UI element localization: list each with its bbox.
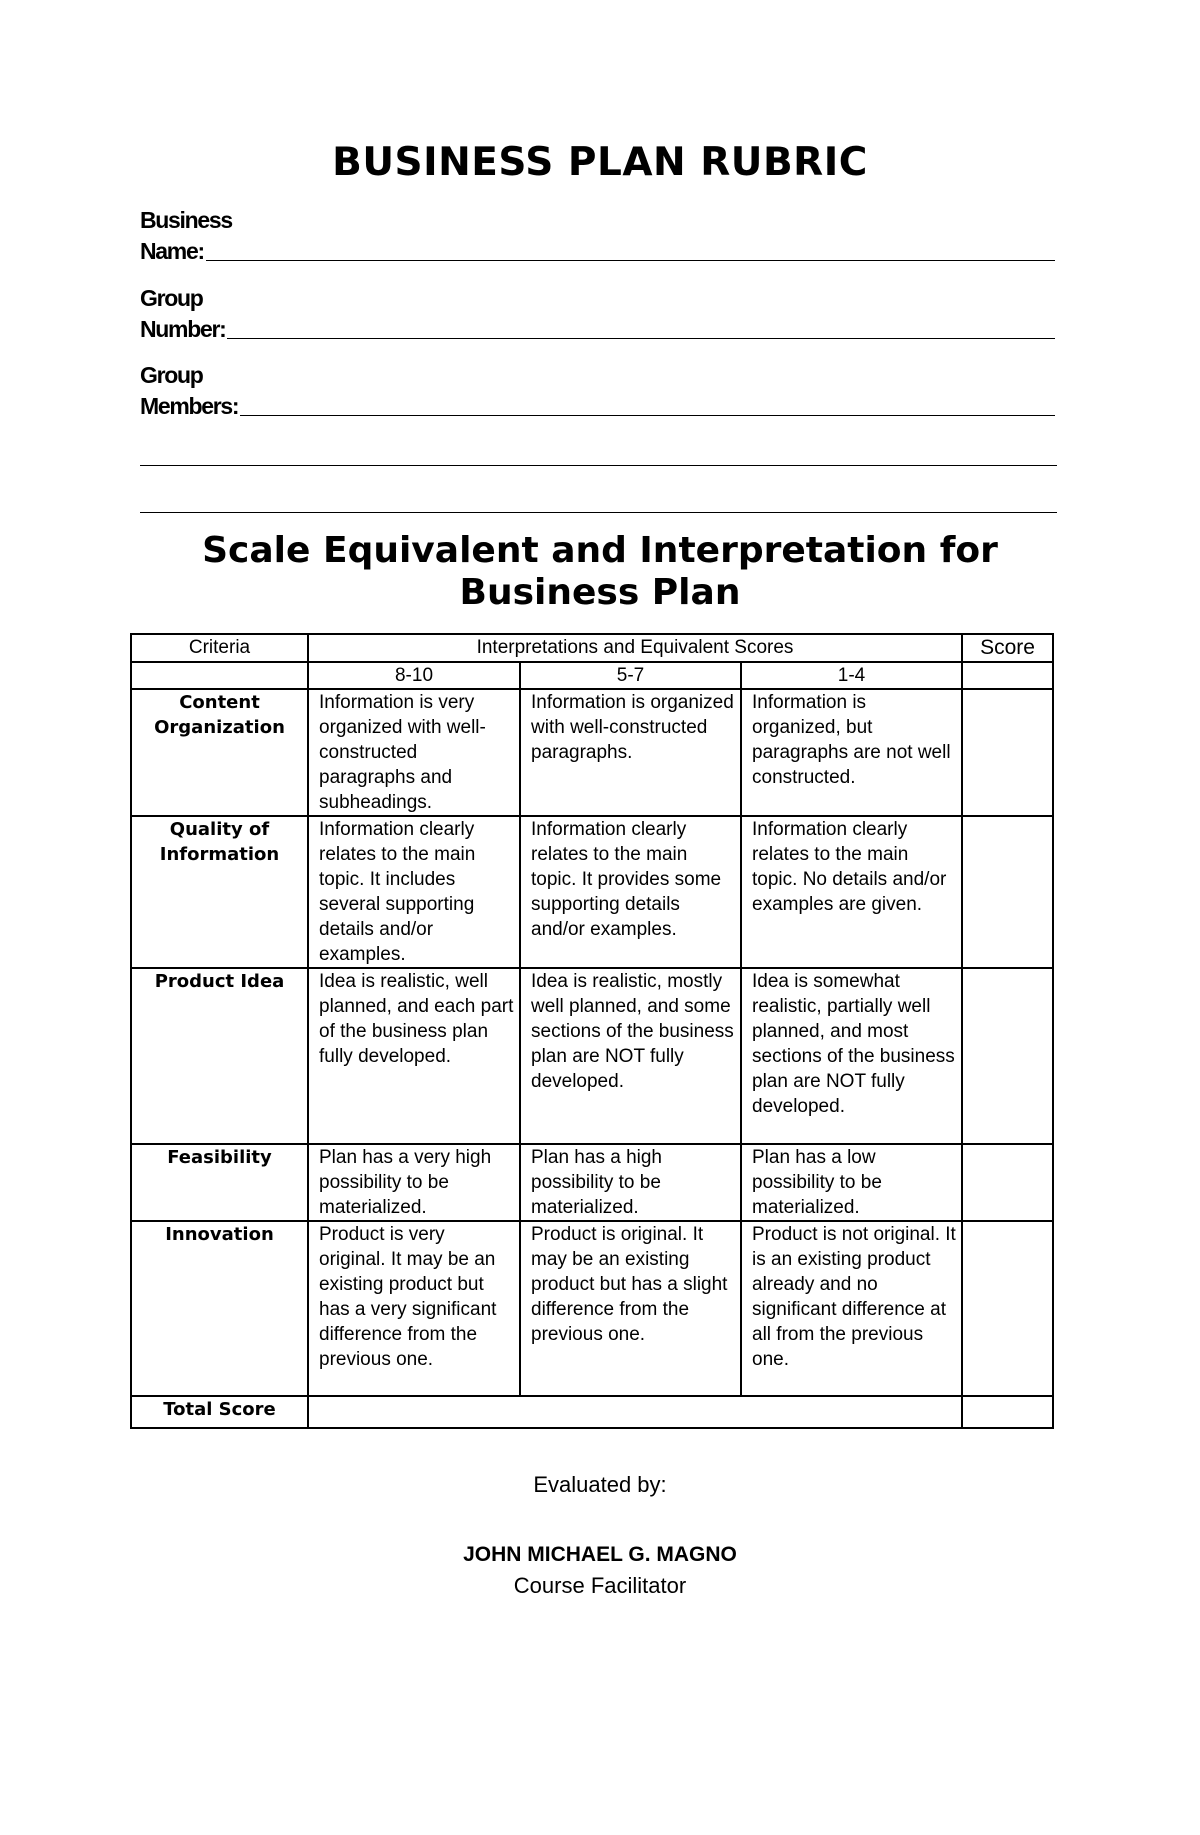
criterion-content-organization: Content Organization bbox=[131, 689, 308, 816]
scale-title bbox=[0, 530, 1200, 614]
criterion-innovation: Innovation bbox=[131, 1221, 308, 1396]
range-5-7: 5-7 bbox=[520, 662, 741, 689]
total-score-blank bbox=[308, 1396, 962, 1428]
group-members-field bbox=[140, 360, 1055, 422]
business-name-label: Name: bbox=[140, 238, 204, 264]
total-score-cell[interactable] bbox=[962, 1396, 1053, 1428]
score-cell[interactable] bbox=[962, 968, 1053, 1144]
level-mid: Product is original. It may be an existing product but has a slight difference from the previous one. bbox=[520, 1221, 741, 1396]
group-members-label-line1: Group bbox=[140, 362, 203, 388]
evaluator-name: JOHN MICHAEL G. MAGNO bbox=[463, 1543, 737, 1566]
level-low: Information is organized, but paragraphs are not well constructed. bbox=[741, 689, 962, 816]
level-high: Idea is realistic, well planned, and each part of the business plan fully developed. bbox=[308, 968, 520, 1144]
level-mid: Plan has a high possibility to be materialized. bbox=[520, 1144, 741, 1221]
level-high: Plan has a very high possibility to be materialized. bbox=[308, 1144, 520, 1221]
score-cell[interactable] bbox=[962, 1144, 1053, 1221]
score-header: Score bbox=[962, 634, 1053, 662]
level-high: Information is very organized with well-constructed paragraphs and subheadings. bbox=[308, 689, 520, 816]
document-title: BUSINESS PLAN RUBRIC bbox=[332, 140, 868, 185]
score-cell[interactable] bbox=[962, 1221, 1053, 1396]
level-mid: Information is organized with well-constructed paragraphs. bbox=[520, 689, 741, 816]
group-number-input-line[interactable] bbox=[227, 316, 1055, 339]
level-low: Plan has a low possibility to be materialized. bbox=[741, 1144, 962, 1221]
score-cell[interactable] bbox=[962, 689, 1053, 816]
range-1-4: 1-4 bbox=[741, 662, 962, 689]
group-number-label: Number: bbox=[140, 316, 226, 342]
table-row bbox=[131, 1221, 1053, 1396]
scale-title-line2: Business Plan bbox=[459, 572, 741, 613]
criterion-product-idea: Product Idea bbox=[131, 968, 308, 1144]
total-score-label: Total Score bbox=[131, 1396, 308, 1428]
level-low: Idea is somewhat realistic, partially well planned, and most sections of the business plan are NOT fully developed. bbox=[741, 968, 962, 1144]
criteria-header: Criteria bbox=[131, 634, 308, 662]
evaluated-by-label: Evaluated by: bbox=[533, 1472, 667, 1497]
group-members-input-line[interactable] bbox=[240, 393, 1055, 416]
group-members-extra-line-1[interactable] bbox=[140, 465, 1057, 466]
group-members-extra-line-2[interactable] bbox=[140, 512, 1057, 513]
criterion-feasibility: Feasibility bbox=[131, 1144, 308, 1221]
interpretations-header: Interpretations and Equivalent Scores bbox=[308, 634, 962, 662]
level-mid: Idea is realistic, mostly well planned, and some sections of the business plan are NOT fully developed. bbox=[520, 968, 741, 1144]
scale-title-line1: Scale Equivalent and Interpretation for bbox=[202, 530, 998, 571]
level-mid: Information clearly relates to the main topic. It provides some supporting details and/or examples. bbox=[520, 816, 741, 968]
level-high: Information clearly relates to the main topic. It includes several supporting details and/or examples. bbox=[308, 816, 520, 968]
score-range-row bbox=[131, 662, 1053, 689]
table-row bbox=[131, 816, 1053, 968]
group-number-field bbox=[140, 283, 1055, 345]
table-row bbox=[131, 1144, 1053, 1221]
business-name-input-line[interactable] bbox=[206, 238, 1055, 261]
business-name-label-line1: Business bbox=[140, 207, 232, 233]
table-row bbox=[131, 968, 1053, 1144]
range-blank-cell bbox=[131, 662, 308, 689]
table-row bbox=[131, 689, 1053, 816]
group-members-label: Members: bbox=[140, 393, 239, 419]
rubric-table bbox=[130, 633, 1054, 1429]
table-header-row bbox=[131, 634, 1053, 662]
range-score-blank bbox=[962, 662, 1053, 689]
level-low: Information clearly relates to the main topic. No details and/or examples are given. bbox=[741, 816, 962, 968]
total-score-row bbox=[131, 1396, 1053, 1428]
group-number-label-line1: Group bbox=[140, 285, 203, 311]
range-8-10: 8-10 bbox=[308, 662, 520, 689]
level-low: Product is not original. It is an existing product already and no significant difference at all from the previous one. bbox=[741, 1221, 962, 1396]
score-cell[interactable] bbox=[962, 816, 1053, 968]
evaluator-role: Course Facilitator bbox=[513, 1573, 687, 1598]
criterion-quality-of-information: Quality of Information bbox=[131, 816, 308, 968]
level-high: Product is very original. It may be an existing product but has a very significant difference from the previous one. bbox=[308, 1221, 520, 1396]
business-name-field bbox=[140, 205, 1055, 267]
